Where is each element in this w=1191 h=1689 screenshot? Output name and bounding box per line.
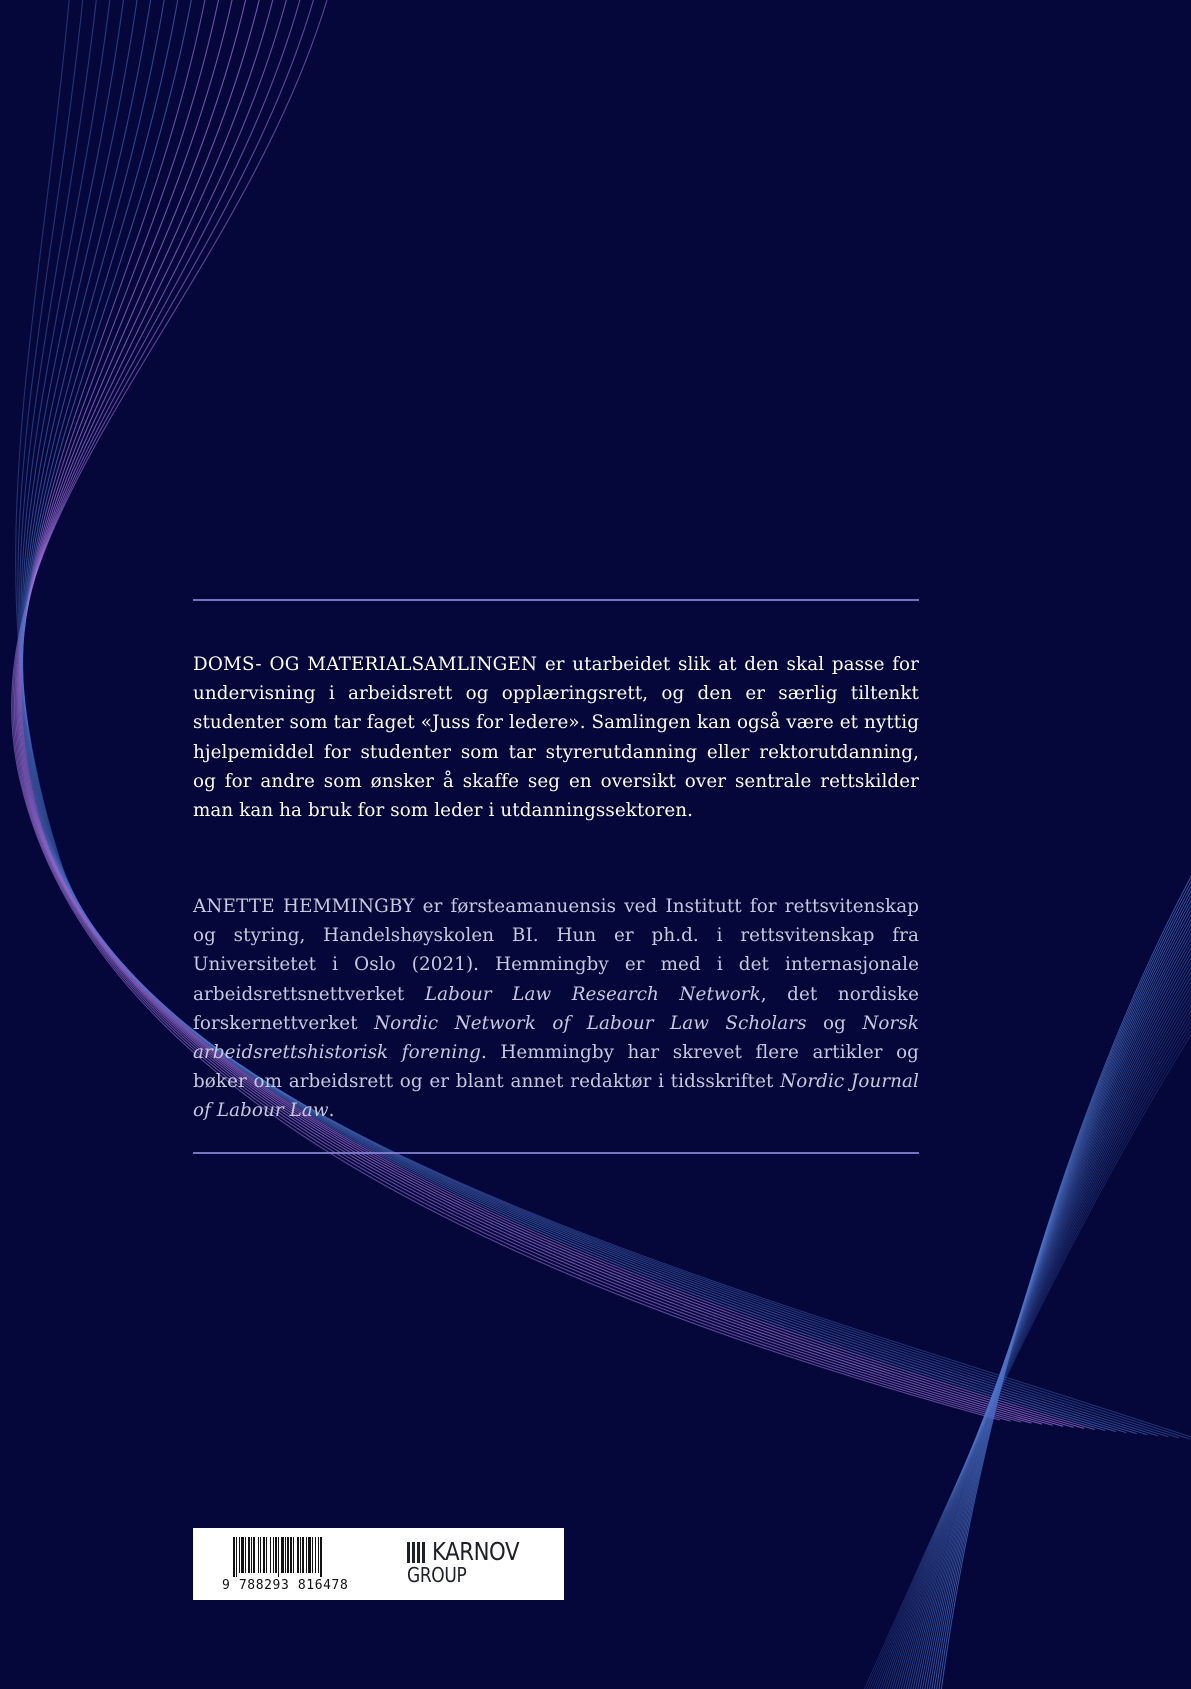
- publisher-name: KARNOV: [432, 1537, 520, 1566]
- bio-text-1: er førsteamanuensis ved Institutt for rettsvitenskap og styring, Handelshøyskolen BI. Hun er ph.d. i rettsvitenskap fra Universitetet i Oslo (2021). Hemmingby er med i det internasjonale arbeidsrettsnettverket: [193, 896, 919, 1005]
- author-name: ANETTE HEMMINGBY: [193, 896, 415, 917]
- bio-network-3: Norsk arbeidsrettshistorisk forening: [193, 1012, 920, 1064]
- author-bio: [193, 892, 919, 1126]
- bio-text-3: og: [806, 1012, 863, 1034]
- logo-bars-icon: [407, 1542, 431, 1563]
- bio-network-2: Nordic Network of Labour Law Scholars: [374, 1012, 807, 1034]
- barcode-panel: [193, 1528, 564, 1600]
- barcode-icon: [233, 1537, 363, 1577]
- bottom-divider: [193, 1152, 919, 1154]
- bio-network-1: Labour Law Research Network: [424, 983, 761, 1005]
- bio-text-2: , det nordiske forskernettverket: [193, 983, 919, 1034]
- description-lead: DOMS- OG MATERIALSAMLINGEN: [193, 654, 538, 675]
- bio-journal: Nordic Journal of Labour Law: [193, 1071, 919, 1122]
- isbn-number: 9 788293 816478: [222, 1578, 349, 1593]
- description-text: er utarbeidet slik at den skal passe for undervisning i arbeidsrett og opplæringsrett, og den er særlig tiltenkt studenter som tar faget «Juss for ledere». Samlingen kan også være et nyttig hjelpemiddel for studenter som tar styrerutdanning eller rektorutdanning, og for andre som ønsker å skaffe seg en oversikt over sentrale rettskilder man kan ha bruk for som leder i utdanningssektoren.: [193, 654, 919, 822]
- book-description: [193, 650, 919, 825]
- publisher-logo: [407, 1537, 547, 1590]
- top-divider: [193, 599, 919, 601]
- bio-text-5: .: [328, 1100, 335, 1122]
- bio-text-4: . Hemmingby har skrevet flere artikler og bøker om arbeidsrett og er blant annet redaktør i tidsskriftet: [193, 1042, 919, 1093]
- publisher-sub: GROUP: [407, 1563, 467, 1587]
